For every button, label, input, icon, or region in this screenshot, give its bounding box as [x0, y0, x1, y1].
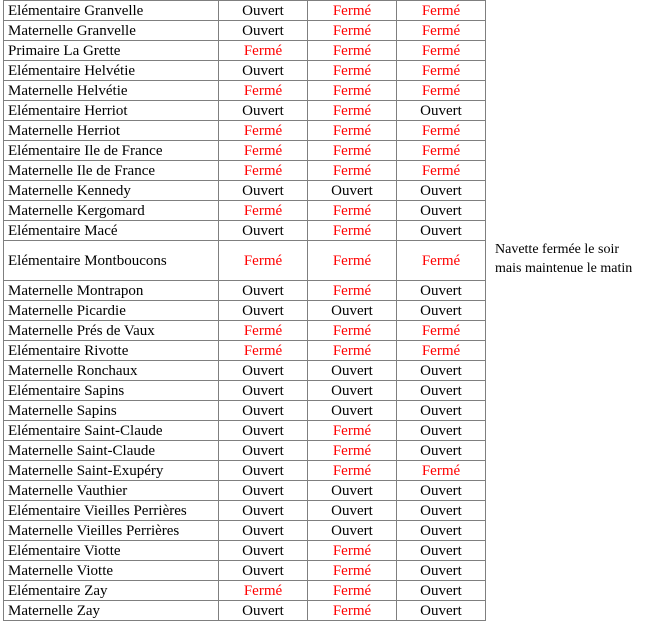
status-cell-c3: Fermé: [397, 161, 486, 181]
table-row: [4, 521, 486, 541]
table-row: [4, 81, 486, 101]
note-line-2: mais maintenue le matin: [495, 261, 633, 276]
school-name-cell: Elémentaire Macé: [4, 221, 219, 241]
table-row: [4, 21, 486, 41]
table-row: [4, 401, 486, 421]
school-name-cell: Maternelle Granvelle: [4, 21, 219, 41]
status-cell-c2: Fermé: [308, 581, 397, 601]
status-cell-c2: Ouvert: [308, 481, 397, 501]
table-row: [4, 601, 486, 621]
status-cell-c2: Ouvert: [308, 361, 397, 381]
table-row: [4, 461, 486, 481]
school-name-cell: Maternelle Helvétie: [4, 81, 219, 101]
status-cell-c3: Ouvert: [397, 521, 486, 541]
status-cell-c2: Fermé: [308, 241, 397, 281]
school-name-cell: Elémentaire Montboucons: [4, 241, 219, 281]
table-row: [4, 501, 486, 521]
school-name-cell: Elémentaire Helvétie: [4, 61, 219, 81]
status-cell-c3: Ouvert: [397, 421, 486, 441]
table-row: [4, 581, 486, 601]
table-row: [4, 281, 486, 301]
schools-status-table: [3, 0, 486, 621]
status-cell-c2: Fermé: [308, 201, 397, 221]
status-cell-c2: Ouvert: [308, 401, 397, 421]
school-name-cell: Elémentaire Viotte: [4, 541, 219, 561]
school-name-cell: Elémentaire Saint-Claude: [4, 421, 219, 441]
status-cell-c3: Ouvert: [397, 601, 486, 621]
school-name-cell: Elémentaire Ile de France: [4, 141, 219, 161]
school-name-cell: Elémentaire Rivotte: [4, 341, 219, 361]
table-row: [4, 121, 486, 141]
school-name-cell: Maternelle Vauthier: [4, 481, 219, 501]
school-name-cell: Maternelle Prés de Vaux: [4, 321, 219, 341]
status-cell-c3: Ouvert: [397, 541, 486, 561]
table-row: [4, 541, 486, 561]
table-body: [4, 1, 486, 621]
status-cell-c2: Ouvert: [308, 501, 397, 521]
school-name-cell: Maternelle Ronchaux: [4, 361, 219, 381]
school-name-cell: Maternelle Ile de France: [4, 161, 219, 181]
status-cell-c1: Fermé: [219, 81, 308, 101]
school-name-cell: Maternelle Vieilles Perrières: [4, 521, 219, 541]
status-cell-c1: Ouvert: [219, 461, 308, 481]
status-cell-c1: Ouvert: [219, 541, 308, 561]
status-cell-c2: Fermé: [308, 121, 397, 141]
status-cell-c1: Fermé: [219, 141, 308, 161]
status-cell-c1: Fermé: [219, 161, 308, 181]
status-cell-c2: Fermé: [308, 281, 397, 301]
school-name-cell: Elémentaire Sapins: [4, 381, 219, 401]
status-cell-c1: Ouvert: [219, 221, 308, 241]
status-cell-c1: Ouvert: [219, 361, 308, 381]
table-row: [4, 441, 486, 461]
status-cell-c1: Fermé: [219, 201, 308, 221]
status-cell-c2: Ouvert: [308, 181, 397, 201]
school-name-cell: Maternelle Saint-Exupéry: [4, 461, 219, 481]
school-name-cell: Maternelle Kennedy: [4, 181, 219, 201]
table-row: [4, 101, 486, 121]
status-cell-c3: Fermé: [397, 21, 486, 41]
status-cell-c3: Ouvert: [397, 221, 486, 241]
status-cell-c2: Fermé: [308, 81, 397, 101]
status-cell-c2: Fermé: [308, 1, 397, 21]
status-cell-c2: Fermé: [308, 101, 397, 121]
status-cell-c3: Ouvert: [397, 441, 486, 461]
status-cell-c2: Fermé: [308, 161, 397, 181]
table-row: [4, 301, 486, 321]
status-cell-c2: Fermé: [308, 561, 397, 581]
status-cell-c3: Ouvert: [397, 101, 486, 121]
status-cell-c1: Ouvert: [219, 1, 308, 21]
table-row: [4, 161, 486, 181]
table-row: [4, 421, 486, 441]
note-line-1: Navette fermée le soir: [495, 242, 619, 257]
school-name-cell: Elémentaire Vieilles Perrières: [4, 501, 219, 521]
table-row: [4, 221, 486, 241]
table-row: [4, 361, 486, 381]
status-cell-c1: Ouvert: [219, 501, 308, 521]
status-cell-c1: Ouvert: [219, 21, 308, 41]
status-cell-c2: Ouvert: [308, 301, 397, 321]
status-cell-c3: Ouvert: [397, 301, 486, 321]
status-cell-c2: Fermé: [308, 141, 397, 161]
status-cell-c1: Fermé: [219, 321, 308, 341]
status-cell-c3: Fermé: [397, 241, 486, 281]
school-name-cell: Maternelle Zay: [4, 601, 219, 621]
school-name-cell: Maternelle Sapins: [4, 401, 219, 421]
table-row: [4, 341, 486, 361]
school-name-cell: Maternelle Picardie: [4, 301, 219, 321]
status-cell-c3: Fermé: [397, 461, 486, 481]
status-cell-c2: Fermé: [308, 601, 397, 621]
status-cell-c1: Ouvert: [219, 481, 308, 501]
status-cell-c1: Ouvert: [219, 421, 308, 441]
status-cell-c2: Fermé: [308, 421, 397, 441]
status-cell-c2: Fermé: [308, 321, 397, 341]
status-cell-c1: Ouvert: [219, 601, 308, 621]
montboucons-note: [495, 240, 632, 278]
table-row: [4, 181, 486, 201]
status-cell-c3: Fermé: [397, 41, 486, 61]
status-cell-c3: Ouvert: [397, 581, 486, 601]
status-cell-c2: Fermé: [308, 441, 397, 461]
table-row: [4, 381, 486, 401]
status-cell-c3: Fermé: [397, 321, 486, 341]
table-row: [4, 561, 486, 581]
status-cell-c1: Fermé: [219, 241, 308, 281]
status-cell-c3: Fermé: [397, 141, 486, 161]
status-cell-c3: Ouvert: [397, 181, 486, 201]
table-row: [4, 321, 486, 341]
status-cell-c2: Ouvert: [308, 521, 397, 541]
status-cell-c3: Ouvert: [397, 561, 486, 581]
status-cell-c3: Fermé: [397, 121, 486, 141]
school-name-cell: Elémentaire Granvelle: [4, 1, 219, 21]
table-row: [4, 141, 486, 161]
status-cell-c2: Fermé: [308, 41, 397, 61]
status-cell-c3: Ouvert: [397, 201, 486, 221]
status-cell-c2: Fermé: [308, 541, 397, 561]
status-cell-c2: Ouvert: [308, 381, 397, 401]
status-cell-c3: Fermé: [397, 81, 486, 101]
school-name-cell: Maternelle Saint-Claude: [4, 441, 219, 461]
status-cell-c1: Ouvert: [219, 441, 308, 461]
status-cell-c3: Ouvert: [397, 381, 486, 401]
status-cell-c2: Fermé: [308, 341, 397, 361]
status-cell-c3: Fermé: [397, 341, 486, 361]
school-name-cell: Maternelle Kergomard: [4, 201, 219, 221]
table-row: [4, 241, 486, 281]
school-name-cell: Maternelle Montrapon: [4, 281, 219, 301]
status-cell-c1: Ouvert: [219, 401, 308, 421]
school-name-cell: Elémentaire Zay: [4, 581, 219, 601]
status-cell-c1: Fermé: [219, 581, 308, 601]
status-cell-c1: Fermé: [219, 341, 308, 361]
status-cell-c1: Ouvert: [219, 561, 308, 581]
status-cell-c1: Ouvert: [219, 61, 308, 81]
status-cell-c3: Ouvert: [397, 501, 486, 521]
status-cell-c3: Ouvert: [397, 281, 486, 301]
status-cell-c3: Ouvert: [397, 401, 486, 421]
status-cell-c1: Ouvert: [219, 181, 308, 201]
table-row: [4, 481, 486, 501]
status-cell-c2: Fermé: [308, 461, 397, 481]
school-name-cell: Primaire La Grette: [4, 41, 219, 61]
status-cell-c1: Ouvert: [219, 101, 308, 121]
status-cell-c1: Ouvert: [219, 521, 308, 541]
table-row: [4, 1, 486, 21]
status-cell-c1: Fermé: [219, 121, 308, 141]
status-cell-c3: Fermé: [397, 1, 486, 21]
status-cell-c1: Ouvert: [219, 381, 308, 401]
status-cell-c3: Fermé: [397, 61, 486, 81]
school-name-cell: Elémentaire Herriot: [4, 101, 219, 121]
status-cell-c1: Ouvert: [219, 301, 308, 321]
table-row: [4, 201, 486, 221]
status-cell-c3: Ouvert: [397, 481, 486, 501]
status-cell-c1: Ouvert: [219, 281, 308, 301]
status-cell-c2: Fermé: [308, 61, 397, 81]
table-row: [4, 41, 486, 61]
status-cell-c2: Fermé: [308, 221, 397, 241]
school-name-cell: Maternelle Herriot: [4, 121, 219, 141]
school-name-cell: Maternelle Viotte: [4, 561, 219, 581]
table-row: [4, 61, 486, 81]
status-cell-c1: Fermé: [219, 41, 308, 61]
status-cell-c2: Fermé: [308, 21, 397, 41]
status-cell-c3: Ouvert: [397, 361, 486, 381]
